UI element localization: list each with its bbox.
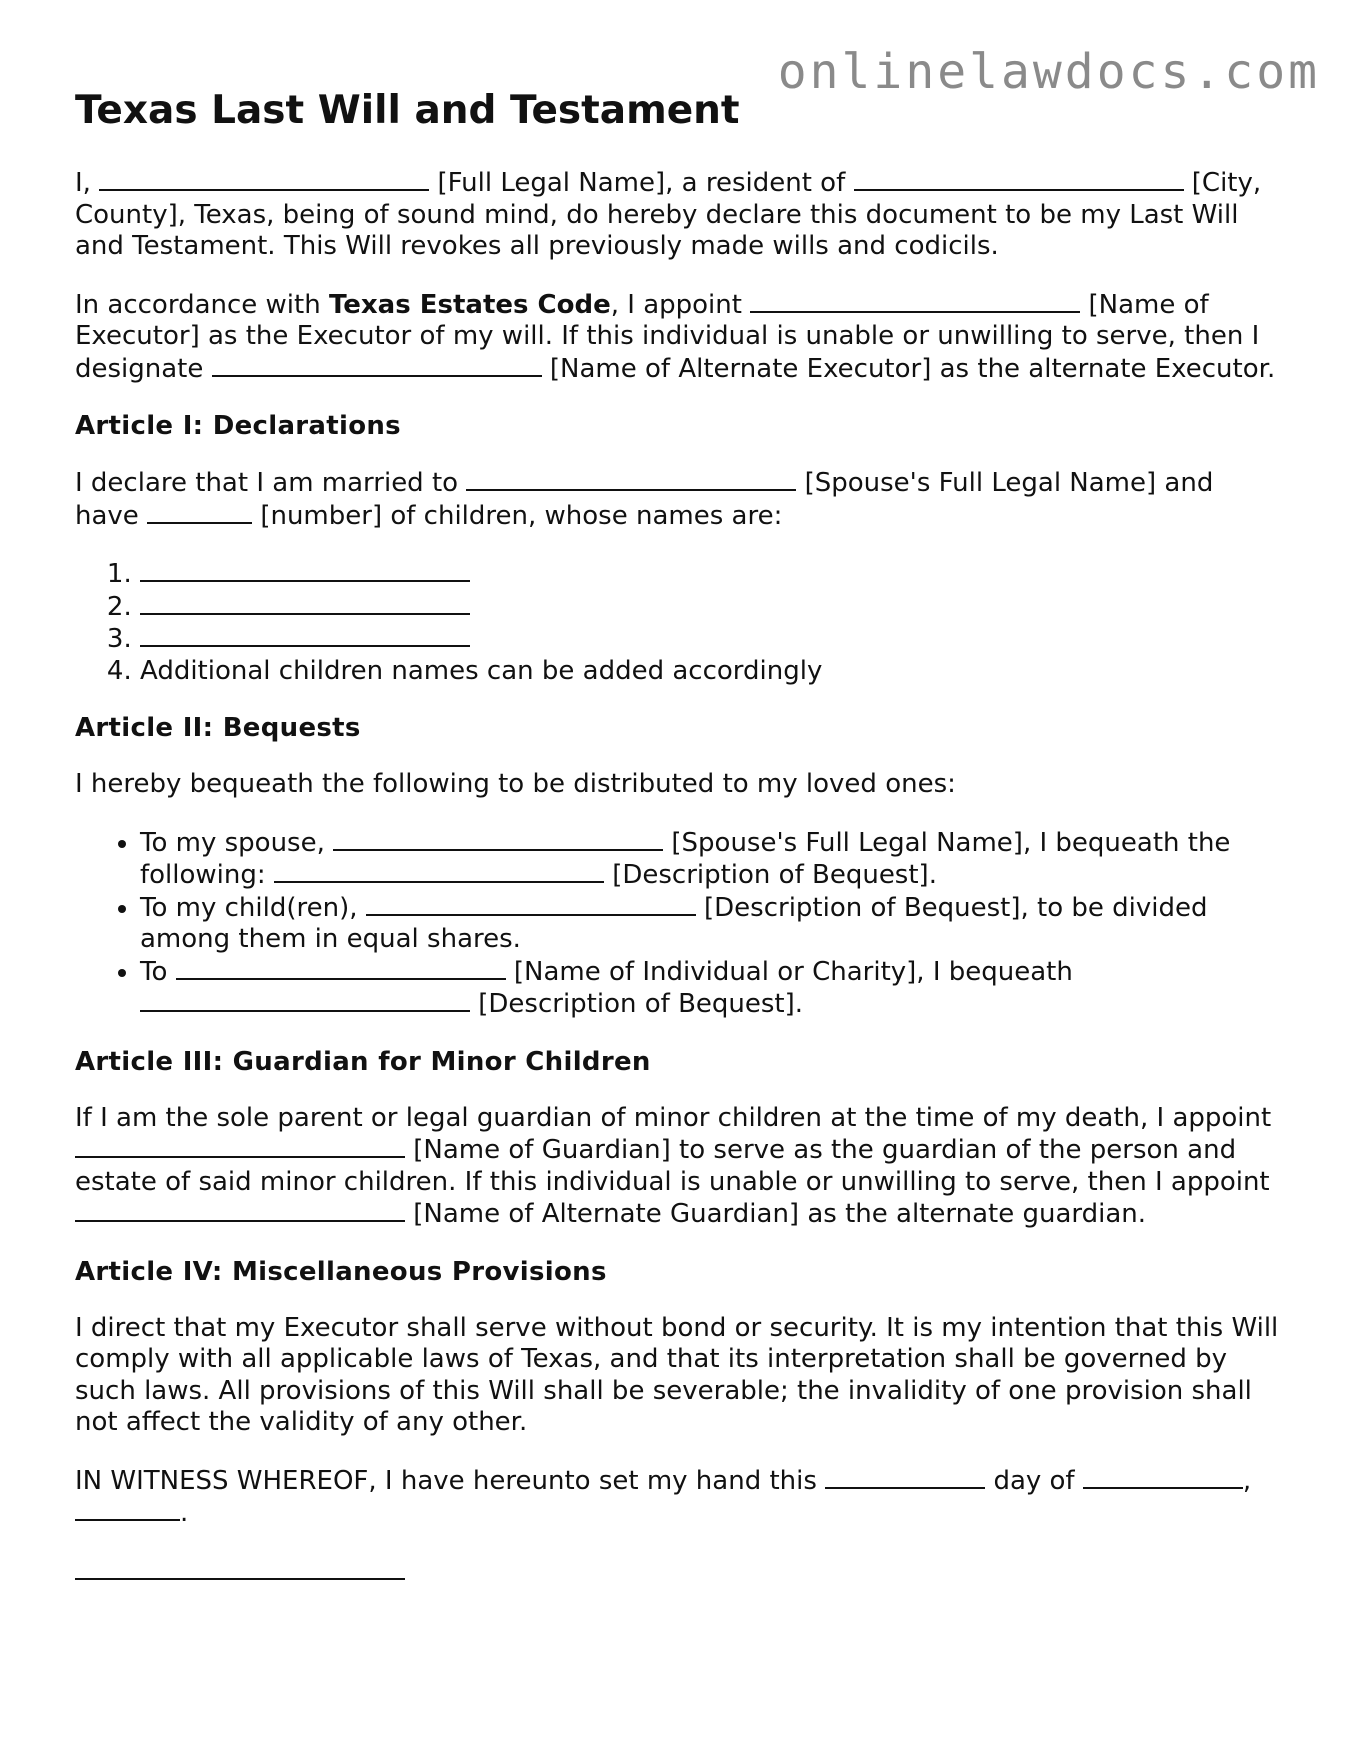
signature-line xyxy=(75,1556,1285,1589)
witness-text: IN WITNESS WHEREOF, I have hereunto set my hand this xyxy=(75,1465,817,1496)
witness-paragraph xyxy=(75,1465,1285,1530)
bequest-description-blank[interactable] xyxy=(366,892,696,916)
child-name-blank[interactable] xyxy=(140,558,470,582)
list-item: 4. Additional children names can be added accordingly xyxy=(140,656,1285,688)
list-item xyxy=(140,956,1285,1021)
executor-text: , I appoint xyxy=(610,289,742,320)
list-item xyxy=(140,892,1285,956)
guardian-text: If I am the sole parent or legal guardian of minor children at the time of my death, I appoint xyxy=(75,1102,1272,1133)
day-blank[interactable] xyxy=(825,1465,985,1489)
miscellaneous-paragraph: I direct that my Executor shall serve without bond or security. It is my intention that this Will comply with all applicable laws of Texas, and that its interpretation shall be governed by such laws. All provisions of this Will shall be severable; the invalidity of one provision shall not affect the validity of any other. xyxy=(75,1312,1279,1437)
children-count-blank[interactable] xyxy=(147,500,252,524)
witness-text: , xyxy=(1242,1465,1252,1496)
month-blank[interactable] xyxy=(1083,1465,1243,1489)
declarations-text: [Spouse's Full Legal Name] and have xyxy=(75,468,1214,531)
executor-text: [Name of Executor] as the Executor of my will. If this individual is unable or unwilling to serve, then I designate xyxy=(75,289,1260,384)
page-title: Texas Last Will and Testament xyxy=(75,88,740,133)
bequests-intro: I hereby bequeath the following to be distributed to my loved ones: xyxy=(75,769,956,799)
guardian-paragraph xyxy=(75,1103,1285,1231)
intro-text: [City, County], Texas, being of sound mind, do hereby declare this document to be my Last Will and Testament. This Will revokes all previously made wills and codicils. xyxy=(75,168,1262,261)
city-county-blank[interactable] xyxy=(854,167,1184,191)
child-name-blank[interactable] xyxy=(140,623,470,647)
bequests-list xyxy=(75,827,1285,1021)
beneficiary-name-blank[interactable] xyxy=(176,956,506,980)
bequest-text: To my spouse, xyxy=(140,827,325,858)
intro-paragraph xyxy=(75,167,1285,263)
executor-name-blank[interactable] xyxy=(750,289,1080,313)
children-list xyxy=(75,558,1285,687)
executor-text: In accordance with xyxy=(75,289,321,320)
list-item xyxy=(140,623,1285,656)
spouse-name-blank[interactable] xyxy=(466,467,796,491)
bequest-description-blank[interactable] xyxy=(274,859,604,883)
intro-text: [Full Legal Name], a resident of xyxy=(437,168,846,198)
spouse-name-blank[interactable] xyxy=(333,827,663,851)
list-item xyxy=(140,558,1285,591)
bequest-text: To xyxy=(140,956,168,987)
article-4-heading: Article IV: Miscellaneous Provisions xyxy=(75,1256,607,1287)
document-page xyxy=(75,88,1285,1614)
executor-paragraph xyxy=(75,289,1285,386)
bequest-text: To my child(ren), xyxy=(140,892,358,923)
declarations-paragraph xyxy=(75,467,1285,532)
year-blank[interactable] xyxy=(75,1497,180,1521)
declarations-text: I declare that I am married to xyxy=(75,468,459,498)
watermark: onlinelawdocs.com xyxy=(777,44,1320,100)
bequest-text: [Name of Individual or Charity], I bequeath xyxy=(513,956,1073,987)
guardian-name-blank[interactable] xyxy=(75,1134,405,1158)
witness-text: . xyxy=(180,1498,189,1528)
estates-code: Texas Estates Code xyxy=(328,289,611,320)
bequest-text: [Description of Bequest]. xyxy=(478,989,804,1019)
bequest-description-blank[interactable] xyxy=(140,988,470,1012)
article-2-heading: Article II: Bequests xyxy=(75,713,361,743)
child-name-blank[interactable] xyxy=(140,591,470,615)
signature-blank[interactable] xyxy=(75,1556,405,1580)
article-1-heading: Article I: Declarations xyxy=(75,411,401,441)
full-name-blank[interactable] xyxy=(99,167,429,191)
executor-text: [Name of Alternate Executor] as the alternate Executor. xyxy=(549,353,1276,384)
witness-text: day of xyxy=(993,1465,1075,1496)
guardian-text: [Name of Alternate Guardian] as the alternate guardian. xyxy=(413,1199,1147,1229)
guardian-text: [Name of Guardian] to serve as the guardian of the person and estate of said minor children. If this individual is unable or unwilling to serve, then I appoint xyxy=(75,1135,1270,1197)
list-item xyxy=(140,591,1285,624)
alternate-guardian-blank[interactable] xyxy=(75,1198,405,1222)
intro-text: I, xyxy=(75,168,91,198)
list-item xyxy=(140,827,1285,892)
bequest-text: [Description of Bequest]. xyxy=(612,860,937,890)
article-3-heading: Article III: Guardian for Minor Children xyxy=(75,1046,651,1077)
alternate-executor-blank[interactable] xyxy=(212,353,542,377)
declarations-text: [number] of children, whose names are: xyxy=(260,500,783,531)
bequest-text: [Description of Bequest], to be divided among them in equal shares. xyxy=(140,892,1208,954)
bequest-text: [Spouse's Full Legal Name], I bequeath the following: xyxy=(140,827,1231,890)
